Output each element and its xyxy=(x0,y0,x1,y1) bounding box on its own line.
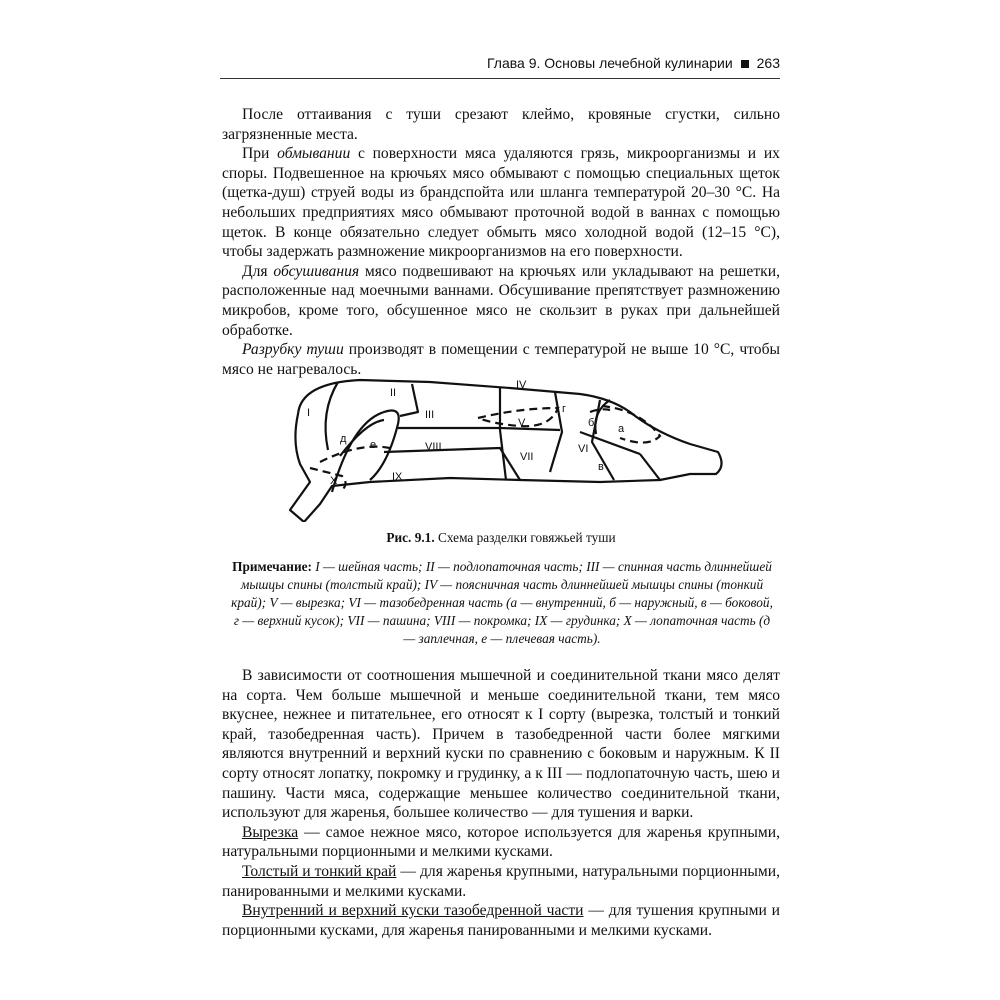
label-v: в xyxy=(598,461,604,473)
paragraph-grades: В зависимости от соотношения мышечной и соединительной ткани мясо делят на сорта. Чем больше мышечной и меньше соединительной ткани, тем мясо вкуснее, нежнее и питательнее, его относят к I сорту (вырезка, толстый и тонкий край, тазобедренная часть). Причем в тазобедренной части более мягкими являются внутренний и верхний куски по сравнению с боковым и наружным. К II сорту относят лопатку, покромку и грудинку, а к III — подлопаточную часть, шею и пашину. Части мяса, содержащие меньшее количество соединительной ткани, используют для жаренья, большее количество — для тушения и варки. xyxy=(222,667,780,822)
label-VII: VII xyxy=(520,451,534,463)
label-II: II xyxy=(390,387,397,399)
label-g: г xyxy=(562,403,567,415)
chapter-title: Глава 9. Основы лечебной кулинарии xyxy=(487,55,733,71)
term-drying: обсушивания xyxy=(273,262,360,280)
boundary-VI-v xyxy=(580,432,640,454)
label-I: I xyxy=(307,407,311,419)
boundary-IV-VI xyxy=(550,392,562,472)
dashed-X xyxy=(310,468,346,492)
label-V: V xyxy=(518,417,526,429)
paragraph-thawing: После оттаивания с туши срезают клеймо, кровяные сгустки, сильно загрязненные места. xyxy=(222,106,780,143)
figure-caption xyxy=(222,530,780,546)
label-IV: IV xyxy=(516,379,527,391)
label-III: III xyxy=(425,409,435,421)
carcass-outline xyxy=(290,380,722,522)
paragraph-hip: Внутренний и верхний куски тазобедренной части — для тушения крупными и порционными кусками, для жаренья панированными и мелкими кусками. xyxy=(222,902,780,939)
carcass-diagram-svg xyxy=(280,372,730,522)
label-VIII: VIII xyxy=(425,441,442,453)
page-number: 263 xyxy=(756,55,780,71)
label-e: е xyxy=(370,439,377,451)
boundary-v-leg xyxy=(640,454,660,480)
paragraph-edges: Толстый и тонкий край — для жаренья крупными, натуральными порционными, панированными и мелкими кусками. xyxy=(222,862,781,900)
text-block-bottom xyxy=(222,666,780,940)
term-washing: обмывании xyxy=(277,145,351,163)
boundary-VIII-IX xyxy=(384,448,520,480)
figure-title: Схема разделки говяжьей туши xyxy=(434,530,616,545)
boundary-III-VIII xyxy=(398,428,560,430)
label-a: а xyxy=(618,423,625,435)
dashed-shoulder xyxy=(320,447,390,462)
paragraph-drying: Для обсушивания мясо подвешивают на крючьях или укладывают на решетки, расположенные над моечными ваннами. Обсушивание препятствует размножению микробов, кроме того, обсушенное мясо не скользит в руках при дальнейшей обработке. xyxy=(222,262,780,339)
label-d: д xyxy=(340,433,347,445)
term-tenderloin: Вырезка xyxy=(242,823,299,841)
term-edges: Толстый и тонкий край xyxy=(242,862,397,880)
boundary-neck xyxy=(326,382,338,450)
paragraph-tenderloin: Вырезка — самое нежное мясо, которое используется для жаренья крупными, натуральными порционными и мелкими кусками. xyxy=(222,823,780,861)
note-text: I — шейная часть; II — подлопаточная часть; III — спинная часть длиннейшей мышцы спины (толстый край); IV — поясничная часть длиннейшей мышцы спины (тонкий край); V — вырезка; VI — тазобедренная часть (а — внутренний, б — наружный, в — боковой, г — верхний кусок); VII — пашина; VIII — покромка; IX — грудинка; X — лопаточная часть (д — заплечная, е — плечевая часть). xyxy=(231,559,773,646)
label-IX: IX xyxy=(392,471,403,483)
header-rule xyxy=(220,78,780,79)
paragraph-cutting: Разрубку туши производят в помещении с температурой не выше 10 °С, чтобы мясо не нагревалось. xyxy=(222,341,780,378)
term-hip: Внутренний и верхний куски тазобедренной части xyxy=(242,902,584,920)
figure-note xyxy=(228,558,776,648)
paragraph-washing: При обмывании с поверхности мяса удаляются грязь, микроорганизмы и их споры. Подвешенное на крючьях мясо обмывают с помощью специальных щеток (щетка-душ) струей воды из брандспойта или шланга температурой 20–30 °С. На небольших предприятиях мясо обмывают проточной водой в ваннах с помощью щеток. В конце обязательно следует обмыть мясо холодной водой (12–15 °С), чтобы задержать размножение микроорганизмов на его поверхности. xyxy=(222,145,780,261)
text-block-top xyxy=(222,105,780,379)
figure-number: Рис. 9.1. xyxy=(386,530,435,545)
label-VI: VI xyxy=(578,443,589,455)
label-b: б xyxy=(588,417,595,429)
term-cutting: Разрубку туши xyxy=(242,341,344,359)
label-X: X xyxy=(330,475,338,487)
boundary-II xyxy=(400,384,418,416)
running-header xyxy=(400,55,780,77)
note-label: Примечание: xyxy=(232,559,312,574)
separator-square-icon xyxy=(741,60,749,68)
carcass-diagram xyxy=(280,372,730,522)
